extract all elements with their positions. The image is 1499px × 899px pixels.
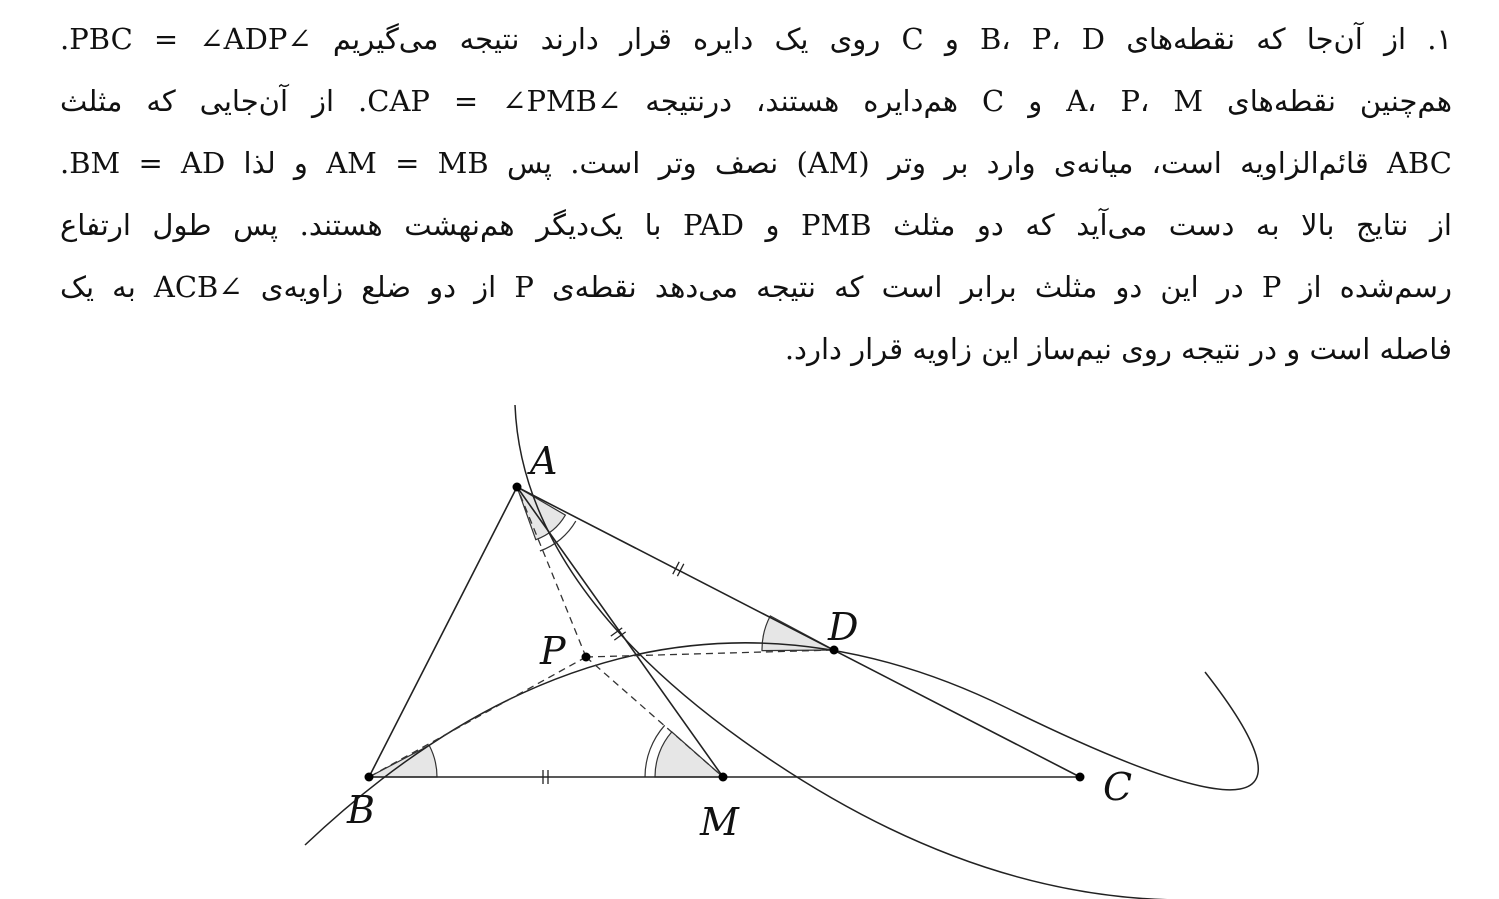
angle-pmb-marker — [655, 732, 723, 777]
points — [365, 483, 1085, 782]
point-a — [513, 483, 522, 492]
angle-cap-marker — [517, 487, 565, 540]
point-labels — [346, 439, 1132, 844]
segment-ac — [517, 487, 1080, 777]
point-b — [365, 773, 374, 782]
paragraph-line-5: رسم‌شده از P در این دو مثلث برابر است که نتیجه می‌دهد نقطه‌ی P از دو ضلع زاویه‌ی ∠ACB به یک — [60, 270, 1452, 304]
circle-bpdc-arc — [305, 643, 1258, 845]
label-m: M — [700, 800, 739, 844]
point-p — [582, 653, 591, 662]
label-b: B — [347, 788, 375, 832]
label-a: A — [530, 439, 558, 483]
point-c — [1076, 773, 1085, 782]
angle-pbc-marker — [369, 745, 437, 777]
label-c: C — [1103, 765, 1133, 809]
point-m — [719, 773, 728, 782]
paragraph-line-3: ABC قائم‌الزاویه است، میانه‌ی وارد بر وتر (AM) نصف وتر است. پس AM = MB و لذا BM = AD. — [60, 146, 1452, 180]
segments — [369, 487, 1080, 777]
segment-ab — [369, 487, 517, 777]
label-p: P — [540, 629, 566, 673]
paragraph-line-6: فاصله است و در نتیجه روی نیم‌ساز این زاویه قرار دارد. — [784, 332, 1452, 366]
paragraph-line-2: هم‌چنین نقطه‌های A، P، M و C هم‌دایره هستند، درنتیجه ∠CAP = ∠PMB. از آن‌جایی که مثلث — [60, 84, 1452, 118]
circle-apmc-arc — [515, 405, 1180, 899]
dashed-pd — [586, 650, 834, 657]
dashed-pb — [369, 657, 586, 777]
paragraph-line-1: ۱. از آن‌جا که نقطه‌های B، P، D و C روی یک دایره قرار دارند نتیجه می‌گیریم ∠PBC = ∠ADP. — [60, 22, 1452, 56]
paragraph-line-4: از نتایج بالا به دست می‌آید که دو مثلث PMB و PAD با یک‌دیگر هم‌نهشت هستند. پس طول ارتفاع — [60, 208, 1452, 242]
label-d: D — [828, 605, 859, 649]
